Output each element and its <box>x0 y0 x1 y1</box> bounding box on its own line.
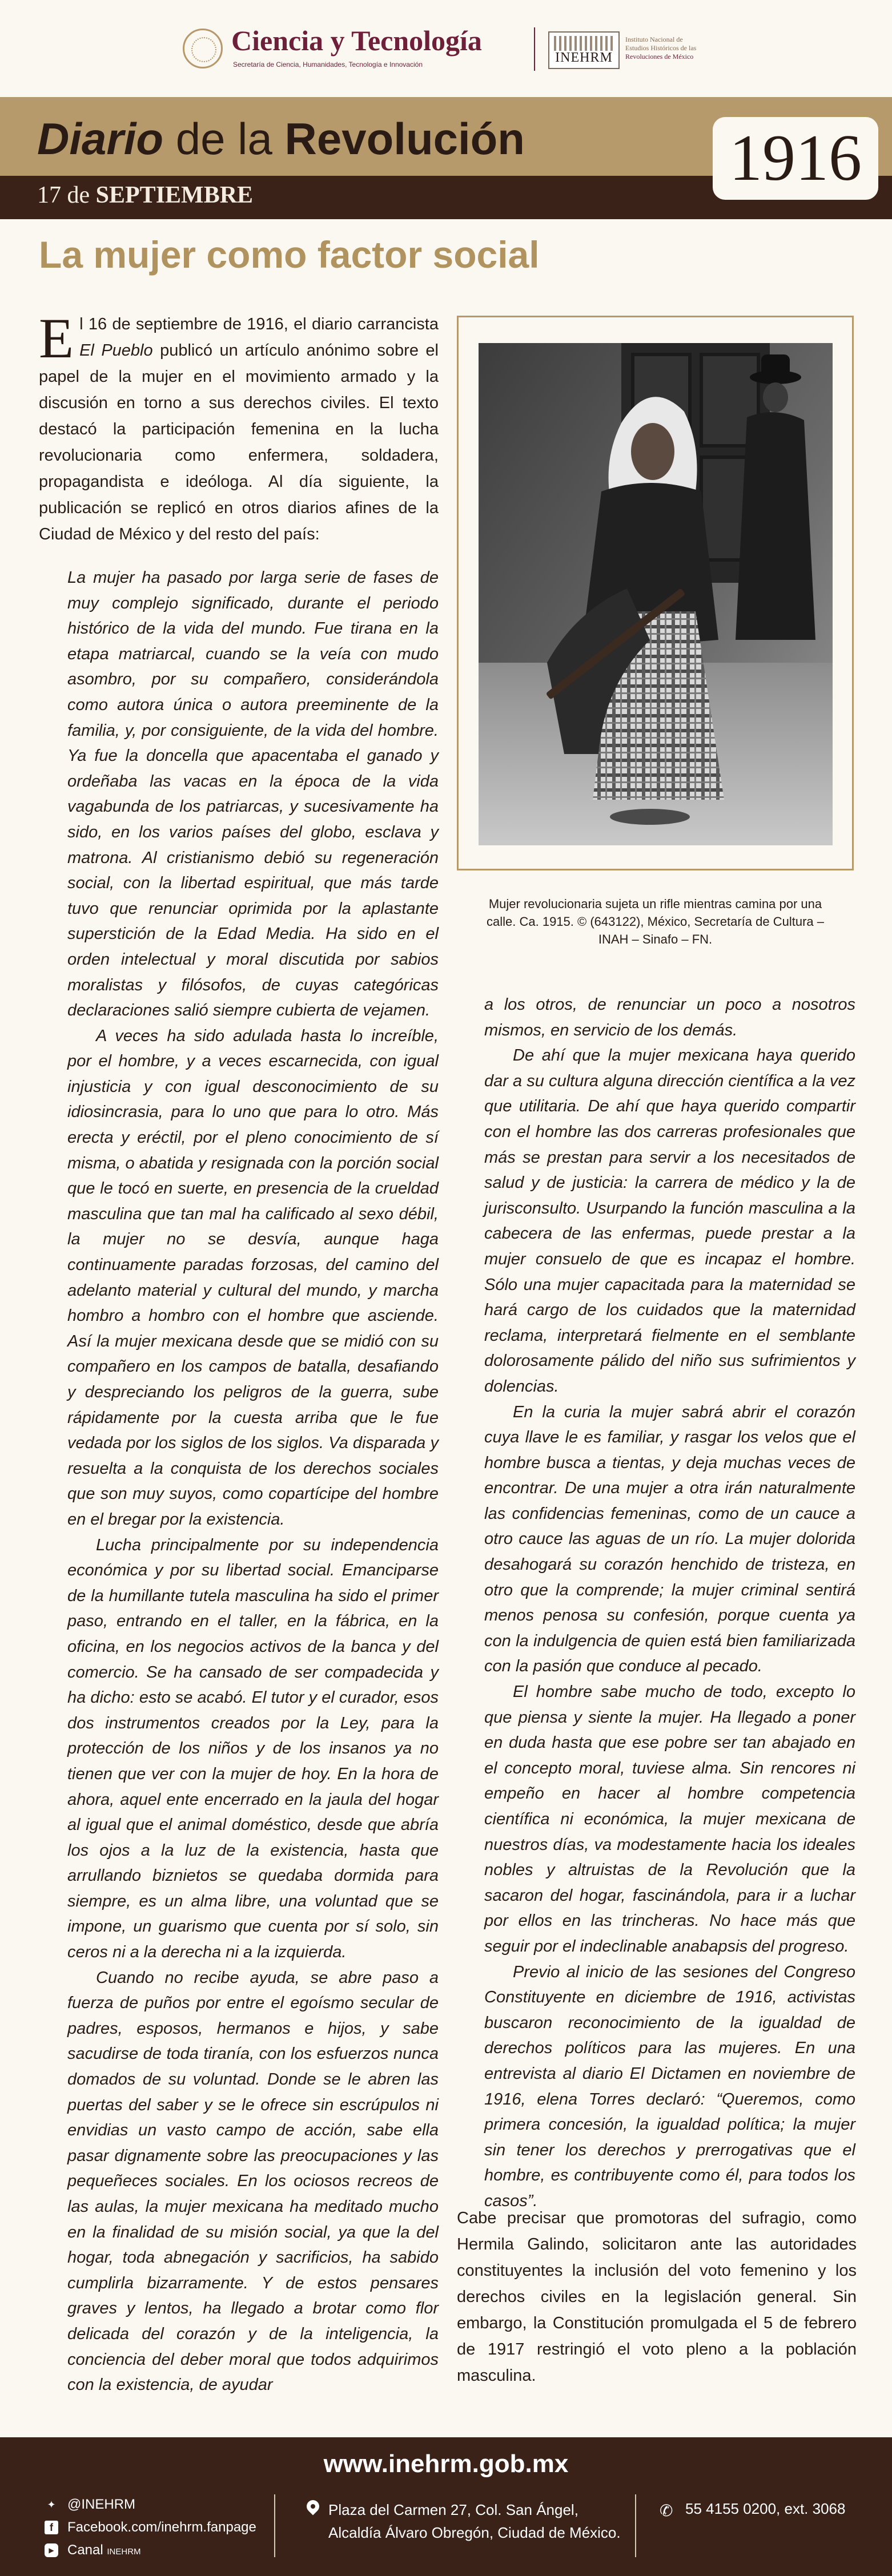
youtube-channel-name: INEHRM <box>107 2547 141 2557</box>
logo-divider <box>534 27 535 71</box>
intro-newspaper-name: El Pueblo <box>79 341 153 360</box>
year-badge: 1916 <box>713 117 878 200</box>
org-title: Ciencia y Tecnología <box>231 25 482 57</box>
article-headline: La mujer como factor social <box>39 233 540 276</box>
youtube-icon: ▶ <box>45 2543 58 2557</box>
footer <box>0 2437 892 2576</box>
national-seal-icon <box>183 29 223 68</box>
inehrm-columns-icon <box>554 36 614 51</box>
phone-number[interactable]: 55 4155 0200, ext. 3068 <box>685 2500 846 2517</box>
date-month: SEPTIEMBRE <box>95 182 254 208</box>
facebook-page: Facebook.com/inehrm.fanpage <box>67 2519 256 2535</box>
footer-divider <box>635 2494 636 2557</box>
quote-paragraph: De ahí que la mujer mexicana haya querido dar a su cultura alguna dirección científica a la vez que utilitaria. De ahí que haya querido compartir con el hombre las dos carreras profesionales que más se prestan para servir a los necesitados de salud y de justicia: la carrera de médico y la de jurisconsulto. Usurpando la función masculina a la cabecera de las enfermas, puede prestar a la mujer consuelo de que es incapaz el hombre. Sólo una mujer capacitada para la maternidad se hará cargo de los cuidados que la maternidad reclama, interpretará fielmente en el semblante dolorosamente pálido del niño sus sufrimientos y dolencias. <box>484 1046 855 1396</box>
quote-paragraph: Cuando no recibe ayuda, se abre paso a fuerza de puños por entre el egoísmo secular de padres, esposos, hermanos e hijos, y sabe sacudirse de toda tiranía, con los esfuerzos nunca domados de su voluntad. Donde se le abren las puertas del saber y se le ofrece sin escrúpulos ni envidias un vasto campo de acción, sabe ella pasar dignamente sobre las preocupaciones y las pequeñeces sociales. En los ociosos recreos de las aulas, la mujer mexicana ha meditado mucho en la finalidad de su misión social, ya que la del hogar, toda abnegación y sacrificios, ha sabido cumplirla bizarramente. Y de estos pensares graves y lentos, ha llegado a brotar como flor delicada del corazón y de la inteligencia, la conciencia del deber moral que todos adquirimos con la existencia, de ayudar <box>67 1968 439 2394</box>
inehrm-line-3: Revoluciones de México <box>625 53 694 61</box>
date-day: 17 de <box>37 182 96 208</box>
phone-icon: ✆ <box>660 2502 673 2519</box>
quote-column-left <box>67 565 439 2398</box>
article-intro <box>39 307 439 547</box>
quote-paragraph: En la curia la mujer sabrá abrir el corazón cuya llave le es familiar, y rasgar los velos que el hombre busca a tientas, y deja muchas veces de encontrar. De una mujer a otra irán naturalmente las confidencias femeninas, como de un cauce a otro cauce las aguas de un río. La mujer dolorida desahogará su corazón henchido de tristeza, en otro que la comprende; la mujer criminal sentirá menos penosa su confesión, porque cuenta ya con la indulgencia de quien está bien familiarizada con la pasión que conduce al pecado. <box>484 1402 855 1676</box>
diary-title <box>37 113 525 165</box>
photo-frame <box>457 316 854 870</box>
inehrm-full-name <box>625 35 711 61</box>
location-pin-icon <box>304 2497 322 2515</box>
intro-part-2: publicó un artículo anónimo sobre el papel de la mujer en el movimiento armado y la discusión en torno a sus derechos civiles. El texto destacó la participación femenina en la lucha revolucionaria como enfermera, soldadera, propagandista e ideóloga. Al día siguiente, la publicación se replicó en otros diarios afines de la Ciudad de México y del resto del país: <box>39 341 439 543</box>
revolutionary-woman-photo <box>479 343 833 845</box>
quote-paragraph: A veces ha sido adulada hasta lo increíble, por el hombre, y a veces escarnecida, con igual injusticia y con igual desconocimiento de su idiosincrasia, para lo uno que para lo otro. Más erecta y eréctil, por el pleno conocimiento de sí misma, o abatida y resignada con la porción social que le tocó en suerte, en presencia de la crueldad masculina que tan mal ha calificado al sexo débil, la mujer no se desvía, aunque haga continuamente paradas forzosas, del camino del adelanto material y cultural del mundo, y marcha hombro a hombro con el hombre que asciende. Así la mujer mexicana desde que se midió con su compañero en los campos de batalla, desafiando y despreciando los peligros de la guerra, sube rápidamente por la cuesta arriba que le fue vedada por los siglos de los siglos. Va disparada y resuelta a la conquista de los derechos sociales que son muy suyos, como copartícipe del hombre en el bregar por la existencia. <box>67 1026 439 1529</box>
quote-column-right <box>484 992 855 2214</box>
inehrm-logo-word: INEHRM <box>555 50 613 65</box>
quote-paragraph: El hombre sabe mucho de todo, excepto lo que piensa y siente la mujer. Ha llegado a poner en duda hasta que ese pobre ser tan abajado en el concepto moral, tuviese alma. Sin rencores ni empeño en hacer al hombre competencia científica ni económica, la mujer mexicana de nuestros días, va modestamente hacia los ideales nobles y altruistas de la Revolución que la sacaron del hogar, fascinándola, para ir a luchar por ellos en las trincheras. No hace más que seguir por el indeclinable anabapsis del progreso. <box>484 1683 855 1956</box>
twitter-handle: @INEHRM <box>67 2497 136 2512</box>
inehrm-line-2: Estudios Históricos de las <box>625 44 697 52</box>
photo-caption: Mujer revolucionaria sujeta un rifle mientras camina por una calle. Ca. 1915. © (643122), México, Secretaría de Cultura – INAH – Sinafo – FN. <box>487 897 824 946</box>
youtube-channel <box>67 2542 141 2558</box>
inehrm-line-1: Instituto Nacional de <box>625 35 683 43</box>
logo-bar <box>0 0 892 97</box>
article-outro: Cabe precisar que promotoras del sufragio, como Hermila Galindo, solicitaron ante las autoridades constituyentes la inclusión del voto femenino y los derechos civiles en la legislación general. Sin embargo, la Constitución promulgada el 5 de febrero de 1917 restringió el voto pleno a la población masculina. <box>457 2209 857 2385</box>
diary-title-mid: de la <box>163 114 285 164</box>
drop-cap: E <box>39 307 74 370</box>
quote-paragraph: La mujer ha pasado por larga serie de fases de muy complejo significado, durante el periodo histórico de la vida del mundo. Fue tirana en la etapa matriarcal, cuando se la veía con mudo asombro, por su compañero, considerándola como autora única o autora preeminente de la familia, y, por consiguiente, de la vida del hombre. Ya fue la doncella que apacentaba el ganado y ordeñaba las vacas en la época de la vida vagabunda de los patriarcas, y sucesivamente ha sido, en los varios países del globo, esclava y matrona. Al cristianismo debió su regeneración social, con la libertad espiritual, que más tarde tuvo que renunciar oprimida por la aplastante superstición de la Edad Media. Ha sido en el orden intelectual y moral discutida por sabios moralistas y filósofos, de cuyas categóricas declaraciones salió siempre cubierta de vejamen. <box>67 569 439 1020</box>
footer-divider <box>274 2494 275 2557</box>
address: Plaza del Carmen 27, Col. San Ángel, Alcaldía Álvaro Obregón, Ciudad de México. <box>328 2501 621 2541</box>
website-link[interactable]: www.inehrm.gob.mx <box>323 2450 569 2478</box>
diary-title-italic: Diario <box>37 114 164 164</box>
quote-paragraph: a los otros, de renunciar un poco a nosotros mismos, en servicio de los demás. <box>484 995 855 1039</box>
youtube-channel-label: Canal <box>67 2542 103 2558</box>
diary-title-bold: Revolución <box>284 114 525 164</box>
org-subtitle: Secretaría de Ciencia, Humanidades, Tecnología e Innovación <box>233 61 423 68</box>
quote-paragraph: Lucha principalmente por su independencia económica y por su libertad social. Emanciparse de la humillante tutela masculina ha sido el primer paso, entrando en el taller, en la fábrica, en la oficina, en los negocios activos de la banca y del comercio. Se ha cansado de ser compadecida y ha dicho: esto se acabó. El tutor y el curador, esos dos instrumentos creados por la Ley, para la protección de los niños y de los insanos ya no tienen que ver con la mujer de hoy. En la hora de ahora, aquel ente encerrado en la jaula del hogar al igual que el animal doméstico, desde que abría los ojos a la luz de la existencia, hasta que arrullando biznietos se quedaba dormida para siempre, es un alma libre, una voluntad que se impone, un guarismo que cuenta por sí solo, sin ceros ni a la derecha ni a la izquierda. <box>67 1535 439 1962</box>
twitter-bird-icon: ✦ <box>47 2499 56 2510</box>
intro-part-1: l 16 de septiembre de 1916, el diario carrancista <box>79 315 439 333</box>
inehrm-logo <box>548 31 620 69</box>
quote-paragraph: Previo al inicio de las sesiones del Congreso Constituyente en diciembre de 1916, activistas buscaron reconocimiento de la igualdad de derechos políticos para las mujeres. En una entrevista al diario El Dictamen en noviembre de 1916, elena Torres declaró: “Queremos, como primera concesión, la igualdad política; la mujer sin tener los derechos y prerrogativas que el hombre, es contribuyente como él, para todos los casos”. <box>484 1962 855 2210</box>
facebook-icon: f <box>45 2521 58 2534</box>
issue-date <box>37 182 253 209</box>
